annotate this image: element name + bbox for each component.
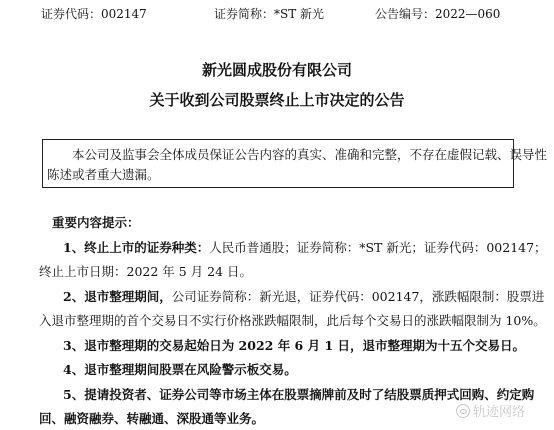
item-1-line-1 [63,239,547,256]
section-heading: 重要内容提示： [52,215,140,230]
item-1-text: 人民币普通股；证券简称：*ST 新光；证券代码：002147； [209,240,547,255]
disclaimer-line-1: 本公司及监事会全体成员保证公告内容的真实、准确和完整，不存在虚假记载、误导性 [72,147,548,162]
item-2-line-1 [63,288,544,305]
item-2-number: 2、 [63,289,85,304]
header-notice-number: 公告编号：2022—060 [375,7,501,21]
item-1-line-2: 终止上市日期：2022 年 5 月 24 日。 [39,264,253,279]
disclaimer-line-2: 陈述或者重大遗漏。 [47,167,160,182]
item-4: 4、退市整理期间股票在风险警示板交易。 [63,362,297,377]
company-name: 新光圆成股份有限公司 [201,61,352,79]
disclaimer-box [42,139,548,188]
item-2-label: 退市整理期间， [84,289,172,304]
item-2-text: 公司证券简称：新光退，证券代码：002147，涨跌幅限制：股票进 [171,289,545,304]
header-code: 证券代码：002147 [41,7,147,21]
header-short-name: 证券简称：*ST 新光 [214,7,325,21]
announcement-title: 关于收到公司股票终止上市决定的公告 [149,91,405,109]
item-5-line-1: 5、提请投资者、证券公司等市场主体在股票摘牌前及时了结股票质押式回购、约定购 [63,387,535,402]
watermark [456,404,525,421]
item-1-label: 终止上市的证券种类： [84,240,210,255]
item-2-line-2: 入退市整理期的首个交易日不实行价格涨跌幅限制，此后每个交易日的涨跌幅限制为 10%。 [39,313,546,328]
watermark-text: 轨迹网络 [473,405,526,420]
item-5-line-2: 回、融资融券、转融通、深股通等业务。 [39,411,265,426]
item-1-number: 1、 [63,240,85,255]
item-3: 3、退市整理期的交易起始日为 2022 年 6 月 1 日，退市整理期为十五个交易日。 [63,338,525,353]
weibo-logo-icon [456,404,470,418]
